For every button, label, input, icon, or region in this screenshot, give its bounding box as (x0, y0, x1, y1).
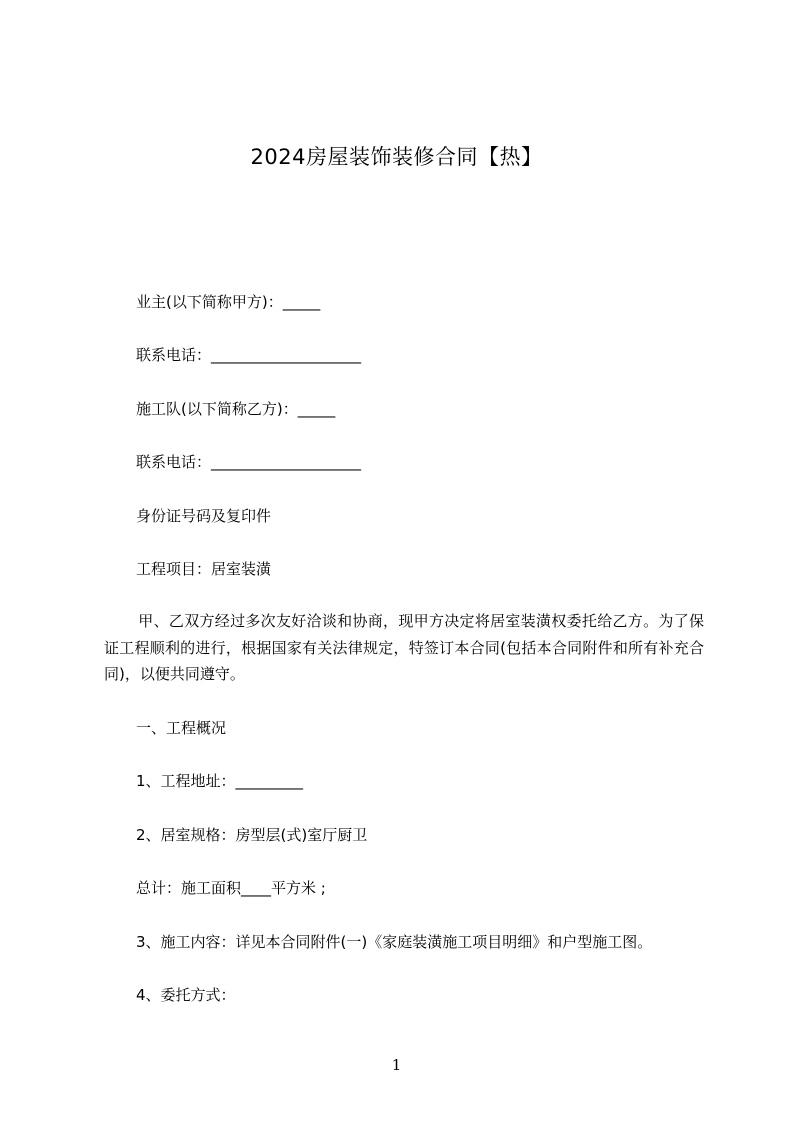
owner-phone-line: 联系电话：____________________ (136, 346, 362, 364)
id-card-line: 身份证号码及复印件 (136, 507, 272, 525)
intro-text: 甲、乙双方经过多次友好洽谈和协商，现甲方决定将居室装潢权委托给乙方。为了保证工程顺利的进行，根据国家有关法律规定，特签订本合同(包括本合同附件和所有补充合同)，以便共同遵守。 (104, 612, 704, 683)
contractor-line: 施工队(以下简称乙方)：_____ (136, 400, 336, 418)
owner-line: 业主(以下简称甲方)：_____ (136, 293, 321, 311)
document-title: 2024房屋装饰装修合同【热】 (250, 145, 543, 169)
item-3-line: 3、施工内容：详见本合同附件(一)《家庭装潢施工项目明细》和户型施工图。 (136, 933, 653, 951)
total-line: 总计：施工面积____平方米 ; (136, 879, 326, 897)
section-1-heading: 一、工程概况 (136, 719, 227, 737)
project-line: 工程项目：居室装潢 (136, 560, 272, 578)
item-2-line: 2、居室规格：房型层(式)室厅厨卫 (136, 826, 368, 844)
item-4-line: 4、委托方式： (136, 986, 236, 1004)
item-1-line: 1、工程地址：_________ (136, 772, 304, 790)
intro-paragraph (104, 608, 704, 688)
contractor-phone-line: 联系电话：____________________ (136, 453, 362, 471)
page-number: 1 (391, 1056, 402, 1074)
